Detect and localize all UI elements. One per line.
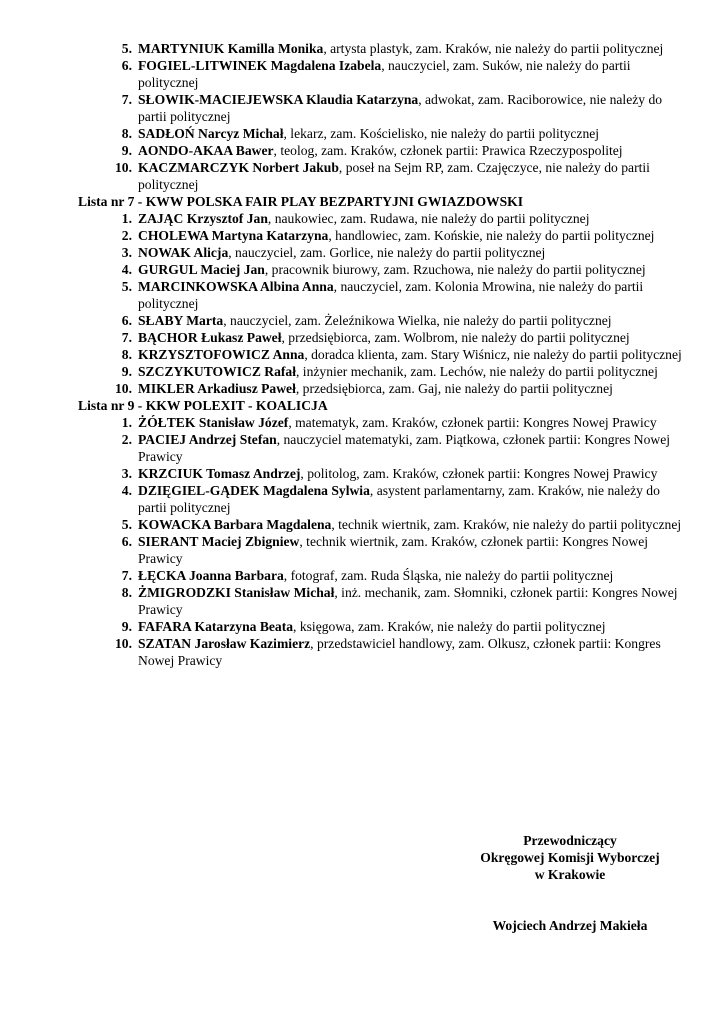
candidate-name: FAFARA Katarzyna Beata xyxy=(138,619,294,634)
candidate-entry xyxy=(78,482,688,516)
candidate-entry xyxy=(78,244,688,261)
candidate-description: , asystent parlamentarny, zam. Kraków, nie należy do partii politycznej xyxy=(138,483,660,515)
candidate-entry xyxy=(78,142,688,159)
candidate-description: , nauczyciel matematyki, zam. Piątkowa, członek partii: Kongres Nowej Prawicy xyxy=(138,432,671,464)
candidate-entry xyxy=(78,635,688,669)
candidate-name: GURGUL Maciej Jan xyxy=(138,262,265,277)
candidate-description: , nauczyciel, zam. Suków, nie należy do partii politycznej xyxy=(138,58,631,90)
signature-commission: Okręgowej Komisji Wyborczej xyxy=(480,850,660,865)
candidate-name: SZATAN Jarosław Kazimierz xyxy=(138,636,311,651)
candidate-name: SŁABY Marta xyxy=(138,313,224,328)
candidate-number: 6. xyxy=(121,58,132,73)
candidate-entry xyxy=(78,312,688,329)
candidate-entry xyxy=(78,363,688,380)
candidate-description: , inż. mechanik, zam. Słomniki, członek partii: Kongres Nowej Prawicy xyxy=(138,585,678,617)
candidate-name: SZCZYKUTOWICZ Rafał xyxy=(138,364,296,379)
candidate-description: , teolog, zam. Kraków, członek partii: Prawica Rzeczypospolitej xyxy=(273,143,623,158)
candidate-name: MARTYNIUK Kamilla Monika xyxy=(138,41,324,56)
candidate-name: KACZMARCZYK Norbert Jakub xyxy=(138,160,339,175)
candidate-description: , inżynier mechanik, zam. Lechów, nie należy do partii politycznej xyxy=(296,364,658,379)
candidate-description: , przedsiębiorca, zam. Wolbrom, nie należy do partii politycznej xyxy=(281,330,630,345)
candidate-number: 9. xyxy=(121,143,132,158)
candidate-number: 7. xyxy=(121,330,132,345)
candidate-description: , fotograf, zam. Ruda Śląska, nie należy do partii politycznej xyxy=(283,568,614,583)
candidate-number: 6. xyxy=(121,534,132,549)
candidate-entry xyxy=(78,584,688,618)
candidate-number: 1. xyxy=(121,415,132,430)
candidate-description: , handlowiec, zam. Końskie, nie należy do partii politycznej xyxy=(328,228,655,243)
candidate-entry xyxy=(78,380,688,397)
candidate-entry xyxy=(78,210,688,227)
candidate-name: DZIĘGIEL-GĄDEK Magdalena Sylwia xyxy=(138,483,370,498)
candidate-number: 9. xyxy=(121,619,132,634)
list-header: Lista nr 9 - KKW POLEXIT - KOALICJA xyxy=(78,398,328,413)
candidate-description: , księgowa, zam. Kraków, nie należy do partii politycznej xyxy=(293,619,606,634)
candidate-name: ŻMIGRODZKI Stanisław Michał xyxy=(138,585,335,600)
signature-title: Przewodniczący xyxy=(523,833,617,848)
candidate-entry xyxy=(78,125,688,142)
candidate-name: FOGIEL-LITWINEK Magdalena Izabela xyxy=(138,58,382,73)
candidate-entry xyxy=(78,618,688,635)
candidate-description: , technik wiertnik, zam. Kraków, nie należy do partii politycznej xyxy=(331,517,682,532)
candidate-description: , nauczyciel, zam. Żeleźnikowa Wielka, nie należy do partii politycznej xyxy=(223,313,612,328)
candidate-entry xyxy=(78,57,688,91)
candidate-name: CHOLEWA Martyna Katarzyna xyxy=(138,228,329,243)
candidate-name: ŻÓŁTEK Stanisław Józef xyxy=(138,415,289,430)
candidate-name: ZAJĄC Krzysztof Jan xyxy=(138,211,268,226)
candidate-name: PACIEJ Andrzej Stefan xyxy=(138,432,277,447)
candidate-entry xyxy=(78,533,688,567)
candidate-number: 10. xyxy=(115,381,132,396)
candidate-number: 5. xyxy=(121,517,132,532)
candidate-number: 4. xyxy=(121,483,132,498)
candidate-name: MIKLER Arkadiusz Paweł xyxy=(138,381,296,396)
candidate-number: 8. xyxy=(121,585,132,600)
candidate-entry xyxy=(78,567,688,584)
candidate-description: , nauczyciel, zam. Gorlice, nie należy do partii politycznej xyxy=(228,245,546,260)
candidate-number: 4. xyxy=(121,262,132,277)
signer-name: Wojciech Andrzej Makieła xyxy=(492,918,648,933)
candidate-entry xyxy=(78,261,688,278)
candidate-description: , lekarz, zam. Kościelisko, nie należy do partii politycznej xyxy=(283,126,600,141)
candidate-entry xyxy=(78,227,688,244)
signature-city: w Krakowie xyxy=(534,867,606,882)
candidate-description: , przedsiębiorca, zam. Gaj, nie należy do partii politycznej xyxy=(295,381,613,396)
candidate-number: 5. xyxy=(121,41,132,56)
candidate-description: , artysta plastyk, zam. Kraków, nie należy do partii politycznej xyxy=(323,41,664,56)
candidate-description: , politolog, zam. Kraków, członek partii: Kongres Nowej Prawicy xyxy=(300,466,658,481)
candidate-name: BĄCHOR Łukasz Paweł xyxy=(138,330,282,345)
candidate-name: ŁĘCKA Joanna Barbara xyxy=(138,568,284,583)
candidate-name: KRZCIUK Tomasz Andrzej xyxy=(138,466,301,481)
candidate-description: , doradca klienta, zam. Stary Wiśnicz, nie należy do partii politycznej xyxy=(304,347,682,362)
candidate-description: , pracownik biurowy, zam. Rzuchowa, nie należy do partii politycznej xyxy=(264,262,646,277)
candidate-number: 10. xyxy=(115,636,132,651)
candidate-number: 7. xyxy=(121,568,132,583)
candidate-entry xyxy=(78,329,688,346)
candidate-description: , przedstawiciel handlowy, zam. Olkusz, członek partii: Kongres Nowej Prawicy xyxy=(138,636,661,668)
candidate-entry xyxy=(78,516,688,533)
candidate-number: 8. xyxy=(121,126,132,141)
candidate-number: 1. xyxy=(121,211,132,226)
candidate-number: 7. xyxy=(121,92,132,107)
candidate-entry xyxy=(78,278,688,312)
list-header: Lista nr 7 - KWW POLSKA FAIR PLAY BEZPARTYJNI GWIAZDOWSKI xyxy=(78,194,524,209)
candidate-entry xyxy=(78,159,688,193)
candidate-name: NOWAK Alicja xyxy=(138,245,229,260)
candidate-number: 9. xyxy=(121,364,132,379)
candidate-entry xyxy=(78,91,688,125)
candidate-description: , poseł na Sejm RP, zam. Czajęczyce, nie należy do partii politycznej xyxy=(138,160,650,192)
candidate-name: AONDO-AKAA Bawer xyxy=(138,143,274,158)
candidate-name: SADŁOŃ Narcyz Michał xyxy=(138,126,284,141)
candidate-name: MARCINKOWSKA Albina Anna xyxy=(138,279,334,294)
candidate-description: , naukowiec, zam. Rudawa, nie należy do partii politycznej xyxy=(267,211,590,226)
candidate-description: , nauczyciel, zam. Kolonia Mrowina, nie należy do partii politycznej xyxy=(138,279,644,311)
candidate-number: 10. xyxy=(115,160,132,175)
candidate-entry xyxy=(78,346,688,363)
candidate-description: , technik wiertnik, zam. Kraków, członek partii: Kongres Nowej Prawicy xyxy=(138,534,649,566)
candidate-number: 8. xyxy=(121,347,132,362)
candidate-number: 3. xyxy=(121,245,132,260)
candidate-number: 3. xyxy=(121,466,132,481)
candidate-number: 2. xyxy=(121,228,132,243)
candidate-description: , matematyk, zam. Kraków, członek partii: Kongres Nowej Prawicy xyxy=(288,415,657,430)
candidate-entry xyxy=(78,465,688,482)
candidate-name: KOWACKA Barbara Magdalena xyxy=(138,517,332,532)
signature-block xyxy=(460,832,680,883)
candidate-description: , adwokat, zam. Raciborowice, nie należy do partii politycznej xyxy=(138,92,663,124)
candidate-number: 2. xyxy=(121,432,132,447)
candidate-number: 5. xyxy=(121,279,132,294)
candidate-entry xyxy=(78,431,688,465)
candidate-name: KRZYSZTOFOWICZ Anna xyxy=(138,347,305,362)
candidate-name: SIERANT Maciej Zbigniew xyxy=(138,534,300,549)
candidate-name: SŁOWIK-MACIEJEWSKA Klaudia Katarzyna xyxy=(138,92,419,107)
candidate-number: 6. xyxy=(121,313,132,328)
candidate-entry xyxy=(78,414,688,431)
candidate-entry xyxy=(78,40,688,57)
candidate-lists xyxy=(78,40,688,669)
